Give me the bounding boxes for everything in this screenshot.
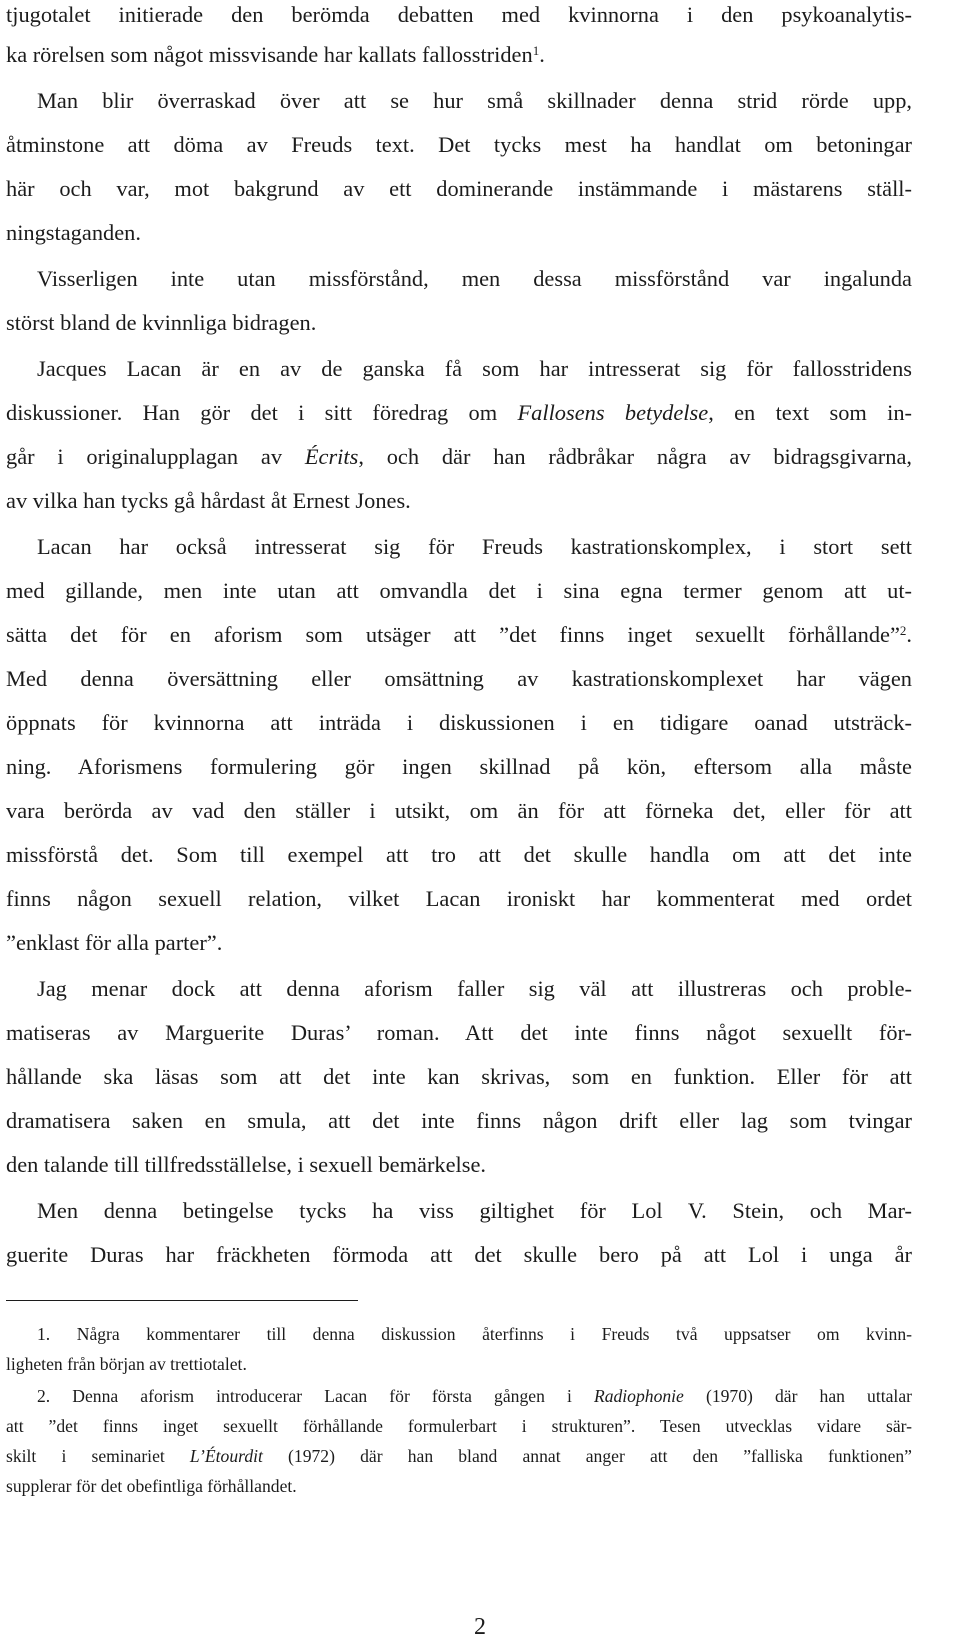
text-span: går i originalupplagan av (6, 444, 305, 469)
text-span: (1970) där han uttalar (683, 1386, 912, 1406)
text-line: här och var, mot bakgrund av ett dominerande instämmande i mästarens ställ- (6, 176, 912, 201)
text-line: finns någon sexuell relation, vilket Lacan ironiskt har kommenterat med ordet (6, 886, 912, 911)
title-italic: Radiophonie (593, 1386, 684, 1406)
footnote-line: supplerar för det obefintliga förhållandet. (6, 1476, 297, 1496)
text-span: skilt i seminariet (6, 1446, 190, 1466)
footnote-ref[interactable]: 2 (899, 623, 907, 638)
text-line: störst bland de kvinnliga bidragen. (6, 310, 317, 335)
page-number: 2 (474, 1614, 486, 1640)
text-span: 2. Denna aforism introducerar Lacan för första gången i (37, 1386, 594, 1406)
footnote-line (37, 1384, 912, 1408)
text-line: Man blir överraskad över att se hur små skillnader denna strid rörde upp, (37, 88, 912, 113)
footnote-divider (6, 1300, 358, 1301)
text-span: sätta det för en aforism som utsäger att ”det finns inget sexuellt förhållande” (6, 622, 900, 647)
footnote-line: 1. Några kommentarer till denna diskussion återfinns i Freuds två uppsatser om kvinn- (37, 1324, 912, 1344)
text-line (6, 620, 912, 650)
text-line: guerite Duras har fräckheten förmoda att det skulle bero på att Lol i unga år (6, 1242, 912, 1267)
text-span: , en text som in- (708, 400, 912, 425)
text-line: hållande ska läsas som att det inte kan skrivas, som en funktion. Eller för att (6, 1064, 912, 1089)
text-line: Lacan har också intresserat sig för Freuds kastrationskomplex, i stort sett (37, 534, 912, 559)
text-span: (1972) där han bland annat anger att den ”falliska funktionen” (262, 1446, 912, 1466)
text-line: med gillande, men inte utan att omvandla det i sina egna termer genom att ut- (6, 578, 912, 603)
text-line: matiseras av Marguerite Duras’ roman. Att det inte finns något sexuellt för- (6, 1020, 912, 1045)
text-line: Jag menar dock att denna aforism faller sig väl att illustreras och proble- (37, 976, 912, 1001)
text-line: Visserligen inte utan missförstånd, men dessa missförstånd var ingalunda (37, 266, 912, 291)
title-italic: L’Étourdit (189, 1446, 263, 1466)
text-span: . (539, 42, 545, 67)
text-line: ”enklast för alla parter”. (6, 930, 223, 955)
text-span: diskussioner. Han gör det i sitt föredrag om (6, 400, 518, 425)
text-line: av vilka han tycks gå hårdast åt Ernest Jones. (6, 488, 411, 513)
text-line: missförstå det. Som till exempel att tro att det skulle handla om att det inte (6, 842, 912, 867)
text-span: . (906, 622, 912, 647)
text-line: den talande till tillfredsställelse, i sexuell bemärkelse. (6, 1152, 486, 1177)
text-line: Jacques Lacan är en av de ganska få som har intresserat sig för fallosstridens (37, 356, 912, 381)
text-line: tjugotalet initierade den berömda debatten med kvinnorna i den psykoanalytis- (6, 2, 912, 27)
title-italic: Écrits (304, 444, 359, 469)
text-line: Med denna översättning eller omsättning av kastrationskomplexet har vägen (6, 666, 912, 691)
footnote-ref[interactable]: 1 (532, 43, 540, 58)
title-italic: Fallosens betydelse (517, 400, 709, 425)
text-line: vara berörda av vad den ställer i utsikt, om än för att förneka det, eller för att (6, 798, 912, 823)
footnote-line: ligheten från början av trettiotalet. (6, 1354, 247, 1374)
text-line: Men denna betingelse tycks ha viss giltighet för Lol V. Stein, och Mar- (37, 1198, 912, 1223)
text-line: dramatisera saken en smula, att det inte finns någon drift eller lag som tvingar (6, 1108, 912, 1133)
text-line (6, 40, 912, 70)
text-line: ningstaganden. (6, 220, 141, 245)
text-line: ning. Aforismens formulering gör ingen skillnad på kön, eftersom alla måste (6, 754, 912, 779)
text-span: ka rörelsen som något missvisande har kallats fallosstriden (6, 42, 533, 67)
footnote-line (6, 1444, 912, 1468)
text-line (6, 398, 912, 428)
footnote-line: att ”det finns inget sexuellt förhållande formulerbart i strukturen”. Tesen utvecklas vidare sär- (6, 1416, 912, 1436)
text-line: åtminstone att döma av Freuds text. Det tycks mest ha handlat om betoningar (6, 132, 912, 157)
text-span: , och där han rådbråkar några av bidragsgivarna, (358, 444, 912, 469)
text-line: öppnats för kvinnorna att inträda i diskussionen i en tidigare oanad utsträck- (6, 710, 912, 735)
text-line (6, 442, 912, 472)
